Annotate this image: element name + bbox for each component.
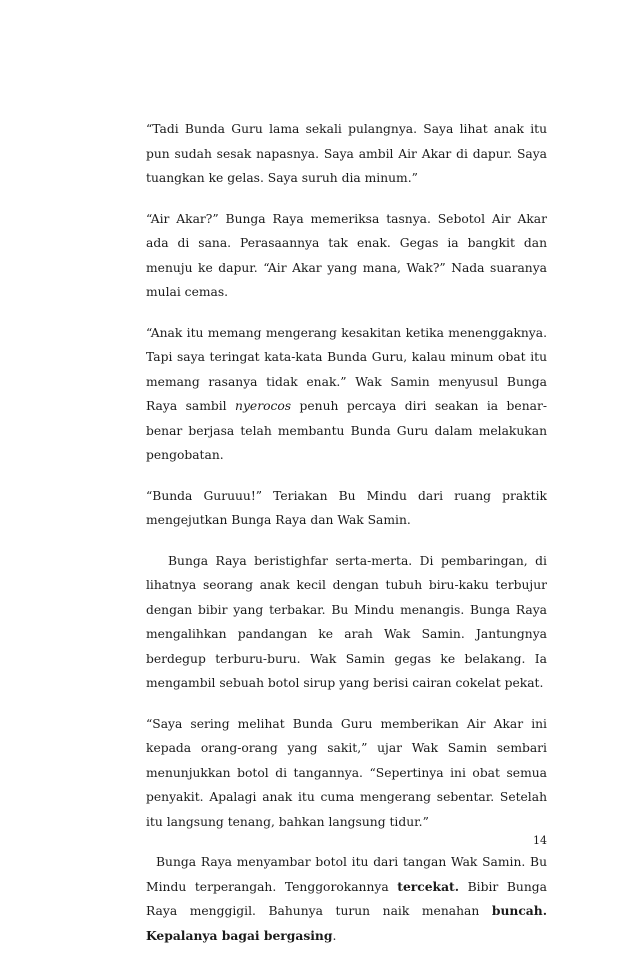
paragraph-text: . — [332, 928, 337, 943]
paragraph-text: Bunga Raya menyambar botol itu dari tangan Wak Samin. Bu Mindu terperangah. Tenggorokannya — [146, 855, 547, 894]
paragraph-text: penuh percaya diri seakan ia benar-benar berjasa telah membantu Bunda Guru dalam melakukan pengobatan. — [146, 399, 547, 462]
bold-phrase: buncah. Kepalanya bagai bergasing — [146, 903, 547, 943]
italic-word: nyerocos — [235, 399, 292, 413]
paragraph-text: “Anak itu memang mengerang kesakitan ketika menenggaknya. Tapi saya teringat kata-kata Bunda Guru, kalau minum obat itu memang rasanya tidak enak.” Wak Samin menyusul Bunga Raya sambil — [146, 325, 547, 413]
paragraph-1 — [146, 117, 547, 191]
paragraph-3 — [146, 321, 547, 468]
paragraph-text: Bunga Raya beristighfar serta-merta. Di pembaringan, di lihatnya seorang anak kecil dengan tubuh biru-kaku terbujur dengan bibir yang terbakar. Bu Mindu menangis. Bunga Raya mengalihkan pandangan ke arah Wak Samin. Jantungnya berdegup terburu-buru. Wak Samin gegas ke belakang. Ia mengambil sebuah botol sirup yang berisi cairan cokelat pekat. — [146, 553, 547, 690]
paragraph-7 — [146, 850, 547, 948]
paragraph-text: “Saya sering melihat Bunda Guru memberikan Air Akar ini kepada orang-orang yang sakit,” ujar Wak Samin sembari menunjukkan botol di tangannya. “Sepertinya ini obat semua penyakit. Apalagi anak itu cuma mengerang sebentar. Setelah itu langsung tenang, bahkan langsung tidur.” — [146, 716, 547, 829]
paragraph-2 — [146, 207, 547, 305]
page-number: 14 — [533, 834, 547, 847]
body-text — [146, 117, 547, 964]
bold-word: tercekat. — [397, 878, 460, 894]
paragraph-5 — [146, 549, 547, 696]
paragraph-4 — [146, 484, 547, 533]
paragraph-text: “Air Akar?” Bunga Raya memeriksa tasnya. Sebotol Air Akar ada di sana. Perasaannya tak enak. Gegas ia bangkit dan menuju ke dapur. “Air Akar yang mana, Wak?” Nada suaranya mulai cemas. — [146, 211, 547, 299]
paragraph-text: “Bunda Guruuu!” Teriakan Bu Mindu dari ruang praktik mengejutkan Bunga Raya dan Wak Samin. — [146, 488, 547, 527]
paragraph-6 — [146, 712, 547, 835]
paragraph-text: Bibir Bunga Raya menggigil. Bahunya turun naik menahan — [146, 879, 547, 918]
paragraph-text: “Tadi Bunda Guru lama sekali pulangnya. Saya lihat anak itu pun sudah sesak napasnya. Saya ambil Air Akar di dapur. Saya tuangkan ke gelas. Saya suruh dia minum.” — [146, 122, 547, 185]
